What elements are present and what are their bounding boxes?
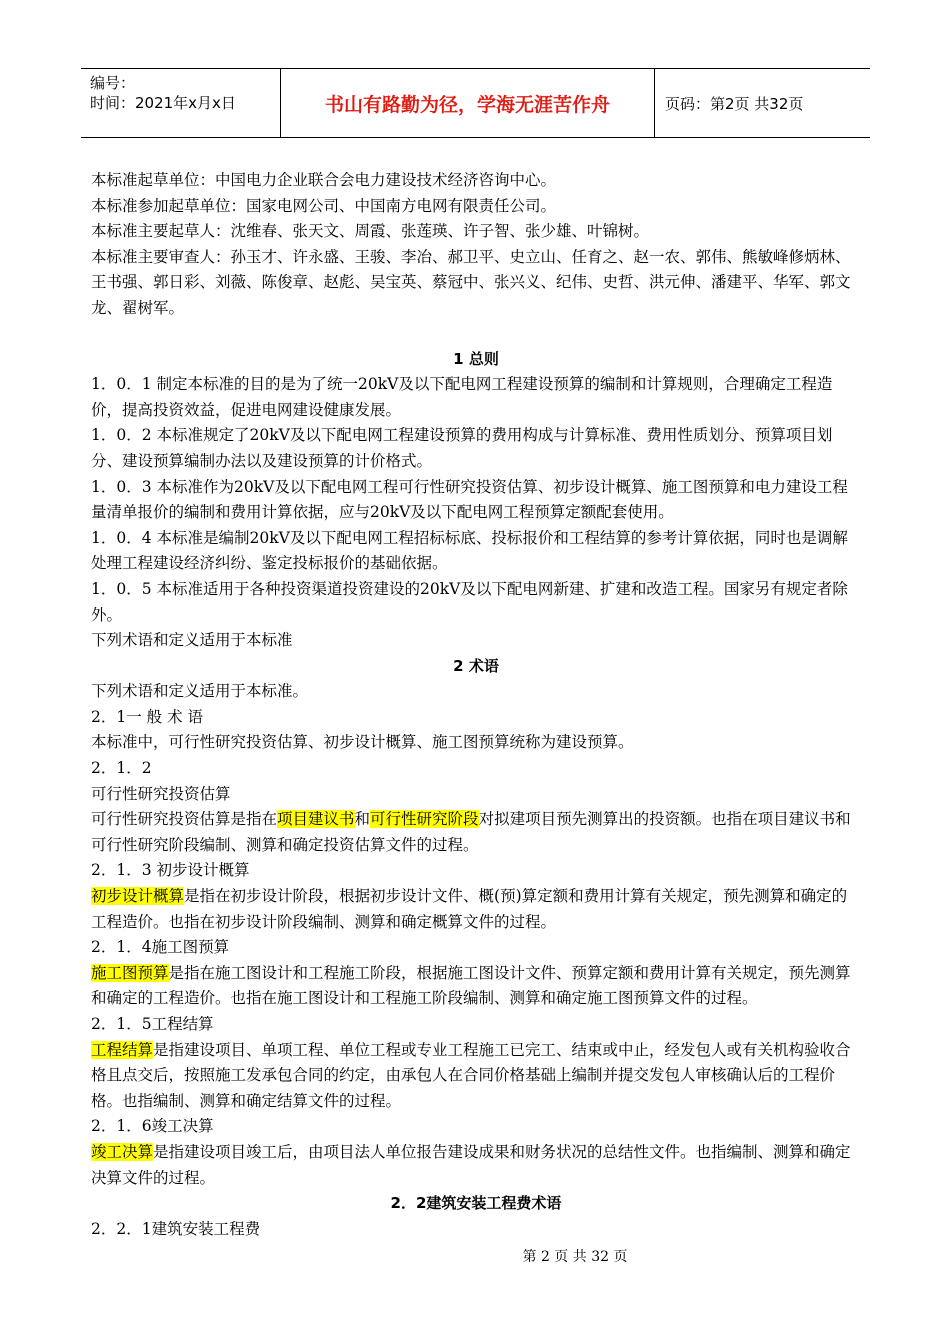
highlighted-term: 项目建议书 <box>277 810 355 829</box>
section-1-title: 1 总则 <box>453 349 499 368</box>
term-title: 2．1．5工程结算 <box>91 1015 214 1033</box>
credit-line: 本标准参加起草单位：国家电网公司、中国南方电网有限责任公司。 <box>91 196 557 215</box>
text-run: 可行性研究投资估算是指在 <box>91 810 278 829</box>
header-time: 时间：2021年x月x日 <box>90 94 236 112</box>
text-run: 对拟建项目预先测算出的投资额。也指在项目建议书和可行性研究阶段编制、测算和确定投资估算文件的过程。 <box>91 810 851 854</box>
highlighted-term: 工程结算 <box>91 1040 154 1059</box>
credit-line: 本标准起草单位：中国电力企业联合会电力建设技术经济咨询中心。 <box>91 171 557 189</box>
subsection-2-2-title: 2．2建筑安装工程费术语 <box>390 1194 562 1213</box>
term-definition <box>91 1038 861 1115</box>
clause: 1．0．3 本标准作为20kV及以下配电网工程可行性研究投资估算、初步设计概算、施工图预算和电力建设工程量清单报价的编制和费用计算依据，应与20kV及以下配电网工程预算定额配套使用。 <box>91 477 848 522</box>
footer-page-number: 第 2 页 共 32 页 <box>522 1249 628 1265</box>
text-run: 是指建设项目竣工后，由项目法人单位报告建设成果和财务状况的总结性文件。也指编制、测算和确定决算文件的过程。 <box>91 1142 851 1187</box>
page-footer <box>0 1246 950 1266</box>
term-title: 2．1．3 初步设计概算 <box>91 861 250 880</box>
term-definition <box>91 884 861 935</box>
header-number: 编号： <box>90 74 136 92</box>
highlighted-term: 竣工决算 <box>91 1142 154 1161</box>
term-definition <box>91 807 861 858</box>
highlighted-term: 初步设计概算 <box>91 887 185 906</box>
clause: 下列术语和定义适用于本标准 <box>91 631 293 650</box>
term-number: 2．1．2 <box>91 759 152 778</box>
text-run: 是指在初步设计阶段，根据初步设计文件、概(预)算定额和费用计算有关规定，预先测算和确定的工程造价。也指在初步设计阶段编制、测算和确定概算文件的过程。 <box>91 887 848 931</box>
term-title: 2．1．4施工图预算 <box>91 938 230 957</box>
text-run: 是指建设项目、单项工程、单位工程或专业工程施工已完工、结束或中止，经发包人或有关机构验收合格且点交后，按照施工发承包合同的约定，由承包人在合同价格基础上编制并提交发包人审核确认后的工程价格。也指编制、测算和确定结算文件的过程。 <box>91 1040 851 1110</box>
credit-line: 本标准主要起草人：沈维春、张天文、周霞、张莲瑛、许子智、张少雄、叶锦树。 <box>91 222 650 241</box>
header-page-info: 页码：第2页 共32页 <box>665 94 804 113</box>
term-definition <box>91 961 861 1012</box>
credit-line: 本标准主要审查人：孙玉才、许永盛、王骏、李冶、郝卫平、史立山、任育之、赵一农、郭伟、熊敏峰修炳林、王书强、郭日彩、刘薇、陈俊章、赵彪、吴宝英、蔡冠中、张兴义、纪伟、史哲、洪元伸、潘建平、华军、郭文龙、翟树军。 <box>91 247 851 317</box>
document-body <box>91 168 861 1242</box>
term-title: 2．2．1建筑安装工程费 <box>91 1219 261 1238</box>
highlighted-term: 施工图预算 <box>91 963 169 982</box>
page-header <box>81 68 870 138</box>
term-definition <box>91 1140 861 1191</box>
text-run: 是指在施工图设计和工程施工阶段，根据施工图设计文件、预算定额和费用计算有关规定，预先测算和确定的工程造价。也指在施工图设计和工程施工阶段编制、测算和确定施工图预算文件的过程。 <box>91 963 851 1008</box>
term-name: 可行性研究投资估算 <box>91 784 231 803</box>
clause: 1．0．2 本标准规定了20kV及以下配电网工程建设预算的费用构成与计算标准、费用性质划分、预算项目划分、建设预算编制办法以及建设预算的计价格式。 <box>91 426 833 470</box>
header-meta <box>81 69 281 137</box>
section-2-intro: 下列术语和定义适用于本标准。 <box>91 682 309 701</box>
section-2-title: 2 术语 <box>453 656 499 675</box>
text-run: 和 <box>354 810 371 829</box>
term-title: 2．1．6竣工决算 <box>91 1117 214 1136</box>
clause: 1．0．1 制定本标准的目的是为了统一20kV及以下配电网工程建设预算的编制和计算规则，合理确定工程造价，提高投资效益，促进电网建设健康发展。 <box>91 375 833 419</box>
paragraph: 本标准中，可行性研究投资估算、初步设计概算、施工图预算统称为建设预算。 <box>91 733 634 752</box>
header-slogan: 书山有路勤为径，学海无涯苦作舟 <box>281 69 655 137</box>
subsection-title: 2．1一 般 术 语 <box>91 707 204 726</box>
clause: 1．0．4 本标准是编制20kV及以下配电网工程招标标底、投标报价和工程结算的参考计算依据，同时也是调解处理工程建设经济纠纷、鉴定投标报价的基础依据。 <box>91 528 848 573</box>
highlighted-term: 可行性研究阶段 <box>370 810 479 829</box>
clause: 1．0．5 本标准适用于各种投资渠道投资建设的20kV及以下配电网新建、扩建和改造工程。国家另有规定者除外。 <box>91 579 848 624</box>
spacer <box>91 322 861 347</box>
